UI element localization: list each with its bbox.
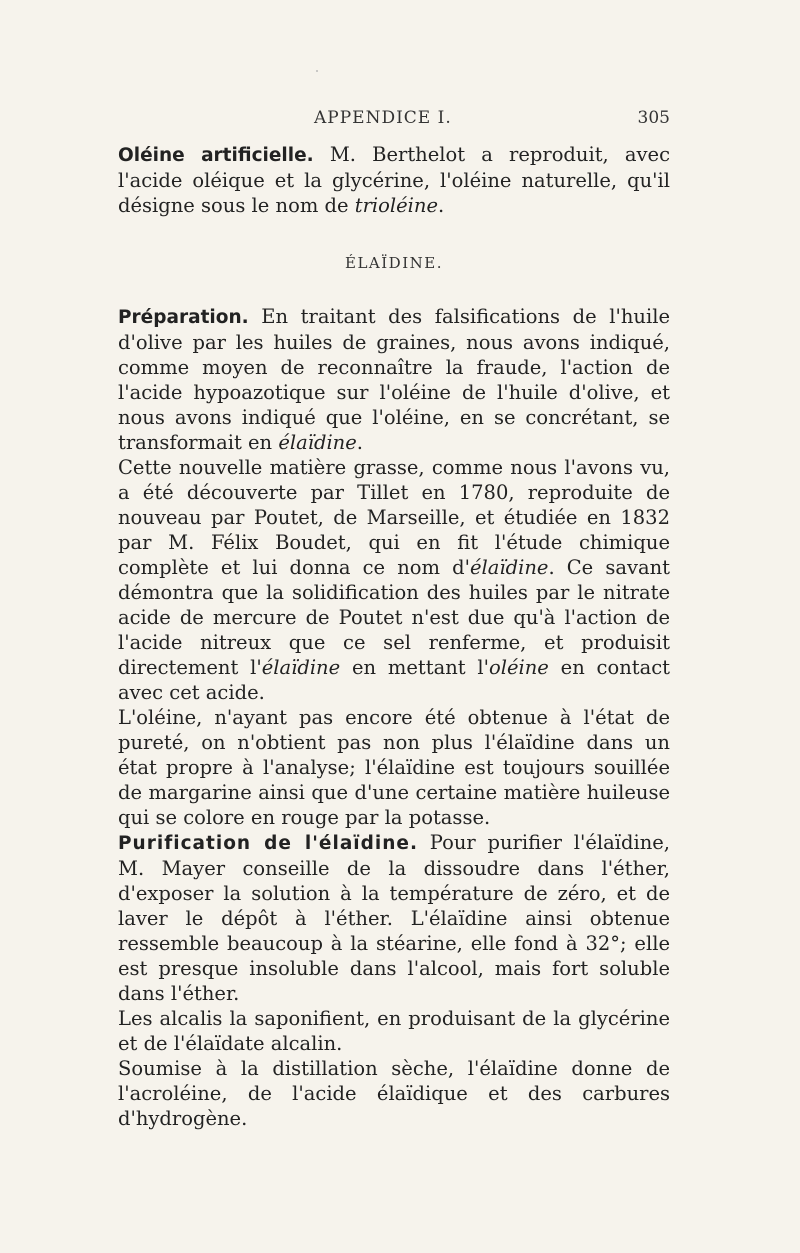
paragraph-text: Soumise à la distillation sèche, l'élaïdine donne de l'acroléine, de l'acide élaïdique et des carbures d'hydrogène. [118, 1057, 670, 1130]
paragraph-preparation [118, 304, 670, 455]
paragraph-alkalis [118, 1006, 670, 1056]
running-title: APPENDICE I. [314, 108, 452, 128]
italic-term: oléine [489, 656, 549, 679]
page-body [118, 108, 670, 1131]
paragraph-lead: Purification de l'élaïdine. [118, 833, 418, 854]
paragraph-text: . [438, 194, 445, 217]
running-head [118, 108, 670, 134]
paragraph-text: en contact avec cet acide. [118, 656, 670, 704]
section-heading: ÉLAÏDINE. [345, 254, 443, 272]
paragraph-lead: Oléine artificielle. [118, 145, 314, 166]
italic-term: trioléine [354, 194, 438, 217]
paragraph-text: . Ce savant démontra que la solidification des huiles par le nitrate acide de mercure de Poutet n'est due qu'à l'action de l'acide nitreux que ce sel renferme, et produisit directement l' [118, 556, 670, 679]
paragraph-history [118, 455, 670, 705]
italic-term: élaïdine [278, 431, 357, 454]
paragraph-text: En traitant des falsifications de l'huile d'olive par les huiles de graines, nous avons indiqué, comme moyen de reconnaître la fraude, l'action de l'acide hypoazotique sur l'oléine de l'huile d'olive, et nous avons indiqué que l'oléine, en se concrétant, se transformait en [118, 305, 670, 454]
paragraph-text: M. Berthelot a reproduit, avec l'acide oléique et la glycérine, l'oléine naturelle, qu'il désigne sous le nom de [118, 143, 670, 217]
paragraph-oleine-artificielle [118, 142, 670, 218]
stray-mark [316, 70, 318, 72]
italic-term: élaïdine [469, 556, 549, 579]
italic-term: élaïdine [261, 656, 341, 679]
paragraph-purity [118, 705, 670, 830]
paragraph-text: en mettant l' [340, 656, 489, 679]
paragraph-text: Pour purifier l'élaïdine, M. Mayer conseille de la dissoudre dans l'éther, d'exposer la solution à la température de zéro, et de laver le dépôt à l'éther. L'élaïdine ainsi obtenue ressemble beaucoup à la stéarine, elle fond à 32°; elle est presque insoluble dans l'alcool, mais fort soluble dans l'éther. [118, 831, 670, 1005]
paragraph-text: . [356, 431, 363, 454]
paragraph-text: Les alcalis la saponifient, en produisant de la glycérine et de l'élaïdate alcalin. [118, 1007, 670, 1055]
page-number: 305 [637, 108, 670, 128]
paragraph-text: Cette nouvelle matière grasse, comme nous l'avons vu, a été découverte par Tillet en 1780, reproduite de nouveau par Poutet, de Marseille, et étudiée en 1832 par M. Félix Boudet, qui en fit l'étude chimique complète et lui donna ce nom d' [118, 456, 670, 579]
paragraph-purification [118, 830, 670, 1006]
paragraph-text: L'oléine, n'ayant pas encore été obtenue à l'état de pureté, on n'obtient pas non plus l'élaïdine dans un état propre à l'analyse; l'élaïdine est toujours souillée de margarine ainsi que d'une certaine matière huileuse qui se colore en rouge par la potasse. [118, 706, 670, 829]
paragraph-lead: Préparation. [118, 307, 249, 328]
paragraph-distillation [118, 1056, 670, 1131]
